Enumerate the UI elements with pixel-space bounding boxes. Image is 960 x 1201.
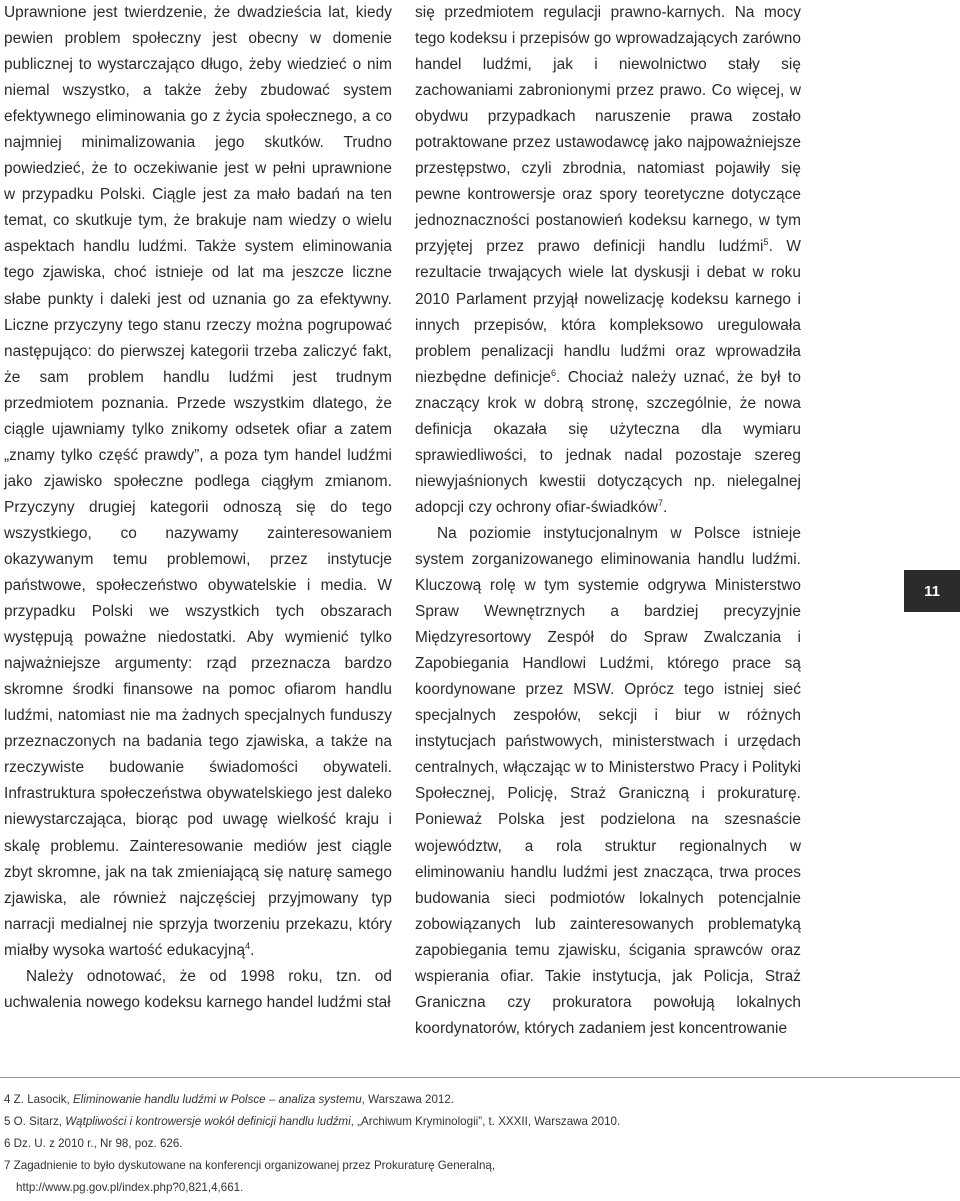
paragraph-text: Uprawnione jest twierdzenie, że dwadzieścia lat, kiedy pewien problem społeczny jest obecny w domenie publicznej to wystarczająco długo, żeby wiedzieć o nim niemal wszystko, a także żeby zbudować system efektywnego eliminowania go z życia społecznego, a co najmniej minimalizowania jego skutków. Trudno powiedzieć, że to oczekiwanie jest w pełni uprawnione w przypadku Polski. Ciągle jest za mało badań na ten temat, co skutkuje tym, że brakuje nam wiedzy o wielu aspektach handlu ludźmi. Także system eliminowania tego zjawiska, choć istnieje od lat ma jeszcze liczne słabe punkty i daleki jest od uznania go za efektywny. Liczne przyczyny tego stanu rzeczy można pogrupować następująco: do pierwszej kategorii trzeba zaliczyć fakt, że sam problem handlu ludźmi jest trudnym przedmiotem poznania. Przede wszystkim dlatego, że ciągle ujawniamy tylko znikomy odsetek ofiar a zatem „znamy tylko część prawdy”, a poza tym handel ludźmi jako zjawisko społeczne podlega ciągłym zmianom. Przyczyny drugiej kategorii odnoszą się do tego wszystkiego, co nazywamy zainteresowaniem okazywanym temu problemowi, przez instytucje państwowe, społeczeństwo obywatelskie i media. W przypadku Polski we wszystkich tych obszarach występują poważne niedostatki. Aby wymienić tylko najważniejsze argumenty: rząd przeznacza bardzo skromne środki finansowe na pomoc ofiarom handlu ludźmi, natomiast nie ma żadnych specjalnych funduszy przeznaczonych na badania tego zjawiska, a także na rzeczywiste budowanie świadomości obywateli. Infrastruktura społeczeństwa obywatelskiego jest daleko niewystarczająca, biorąc pod uwagę wielkość kraju i skalę problemu. Zainteresowanie mediów jest ciągle zbyt skromne, jak na tak zmieniającą się naturę samego zjawiska, ale również najczęściej przyjmowany typ narracji medialnej nie sprzyja tworzeniu przekazu, który miałby wysoka wartość edukacyjną — [4, 4, 392, 959]
paragraph — [415, 0, 801, 521]
paragraph-text: Na poziomie instytucjonalnym w Polsce istnieje system zorganizowanego eliminowania handlu ludźmi. Kluczową rolę w tym systemie odgrywa Ministerstwo Spraw Wewnętrznych a bardziej precyzyjnie Międzyresortowy Zespół do Spraw Zwalczania i Zapobiegania Handlowi Ludźmi, którego prace są koordynowane przez MSW. Oprócz tego istniej sieć specjalnych zespołów, sekcji i biur w różnych instytucjach państwowych, ministerstwach i urzędach centralnych, włączając w to Ministerstwo Pracy i Polityki Społecznej, Policję, Straż Graniczną i prokuraturę. Ponieważ Polska jest podzielona na szesnaście województw, a rola struktur regionalnych w eliminowaniu handlu ludźmi jest znacząca, trwa proces budowania sieci podmiotów lokalnych potencjalnie zobowiązanych lub zainteresowanych problematyką zapobiegania temu zjawisku, ścigania sprawców oraz wspierania ofiar. Takie instytucja, jak Policja, Straż Graniczna czy prokuratora powołują lokalnych koordynatorów, których zadaniem jest koncentrowanie — [415, 524, 801, 1037]
footnote-title: Wątpliwości i kontrowersje wokół definicji handlu ludźmi — [65, 1115, 351, 1128]
paragraph-punctuation: . — [663, 498, 668, 516]
footnote-url[interactable]: http://www.pg.gov.pl/index.php?0,821,4,661. — [16, 1181, 244, 1194]
paragraph — [4, 964, 392, 1016]
paragraph-text: Należy odnotować, że od 1998 roku, tzn. od uchwalenia nowego kodeksu karnego handel ludźmi stał — [4, 967, 392, 1011]
paragraph-text: . W rezultacie trwających wiele lat dyskusji i debat w roku 2010 Parlament przyjął nowelizację kodeksu karnego i innych przepisów, która kompleksowo uregulowała problem penalizacji handlu ludźmi oraz wprowadziła niezbędne definicje — [415, 238, 801, 386]
paragraph-punctuation: . — [250, 941, 255, 959]
left-column — [4, 0, 392, 1016]
footnote-text: 7 Zagadnienie to było dyskutowane na konferencji organizowanej przez Prokuraturę Generalną, — [4, 1159, 496, 1172]
footnote-6 — [4, 1133, 944, 1155]
footnote-text: 5 O. Sitarz, — [4, 1115, 66, 1128]
paragraph — [4, 0, 392, 964]
footnote-5 — [4, 1111, 944, 1133]
page-number: 11 — [924, 582, 940, 600]
paragraph-text: się przedmiotem regulacji prawno-karnych. Na mocy tego kodeksu i przepisów go wprowadzających zarówno handel ludźmi, jak i niewolnictwo stały się zachowaniami zabronionymi przez prawo. Co więcej, w obydwu przypadkach naruszenie prawa zostało potraktowane przez ustawodawcę jako najpoważniejsze przestępstwo, czyli zbrodnia, natomiast pojawiły się pewne kontrowersje oraz spory teoretyczne dotyczące jednoznaczności postanowień kodeksu karnego, w tym przyjętej przez prawo definicji handlu ludźmi — [415, 4, 801, 256]
footnote-text: , Warszawa 2012. — [361, 1093, 455, 1106]
page-number-badge — [904, 570, 960, 612]
footnote-7-link[interactable] — [4, 1177, 944, 1199]
footnote-4 — [4, 1089, 944, 1111]
right-column — [415, 0, 801, 1042]
footnote-7 — [4, 1155, 944, 1177]
paragraph — [415, 521, 801, 1042]
footnotes — [4, 1089, 944, 1199]
footnote-title: Eliminowanie handlu ludźmi w Polsce – analiza systemu — [72, 1093, 362, 1106]
footnote-ref[interactable]: 6 — [550, 367, 556, 378]
footnote-text: , „Archiwum Kryminologii”, t. XXXII, Warszawa 2010. — [350, 1115, 621, 1128]
footnote-ref[interactable]: 4 — [245, 940, 251, 951]
footnote-text: 4 Z. Lasocik, — [4, 1093, 73, 1106]
footnote-ref[interactable]: 5 — [763, 237, 769, 248]
footnote-ref[interactable]: 7 — [657, 497, 663, 508]
footnote-divider — [0, 1077, 960, 1078]
footnote-text: 6 Dz. U. z 2010 r., Nr 98, poz. 626. — [4, 1137, 183, 1150]
paragraph-text: . Chociaż należy uznać, że był to znaczący krok w dobrą stronę, szczególnie, że nowa definicja okazała się użyteczna dla wymiaru sprawiedliwości, to jednak nadal pozostaje szereg niewyjaśnionych kwestii dotyczących np. nielegalnej adopcji czy ochrony ofiar-świadków — [415, 368, 801, 516]
